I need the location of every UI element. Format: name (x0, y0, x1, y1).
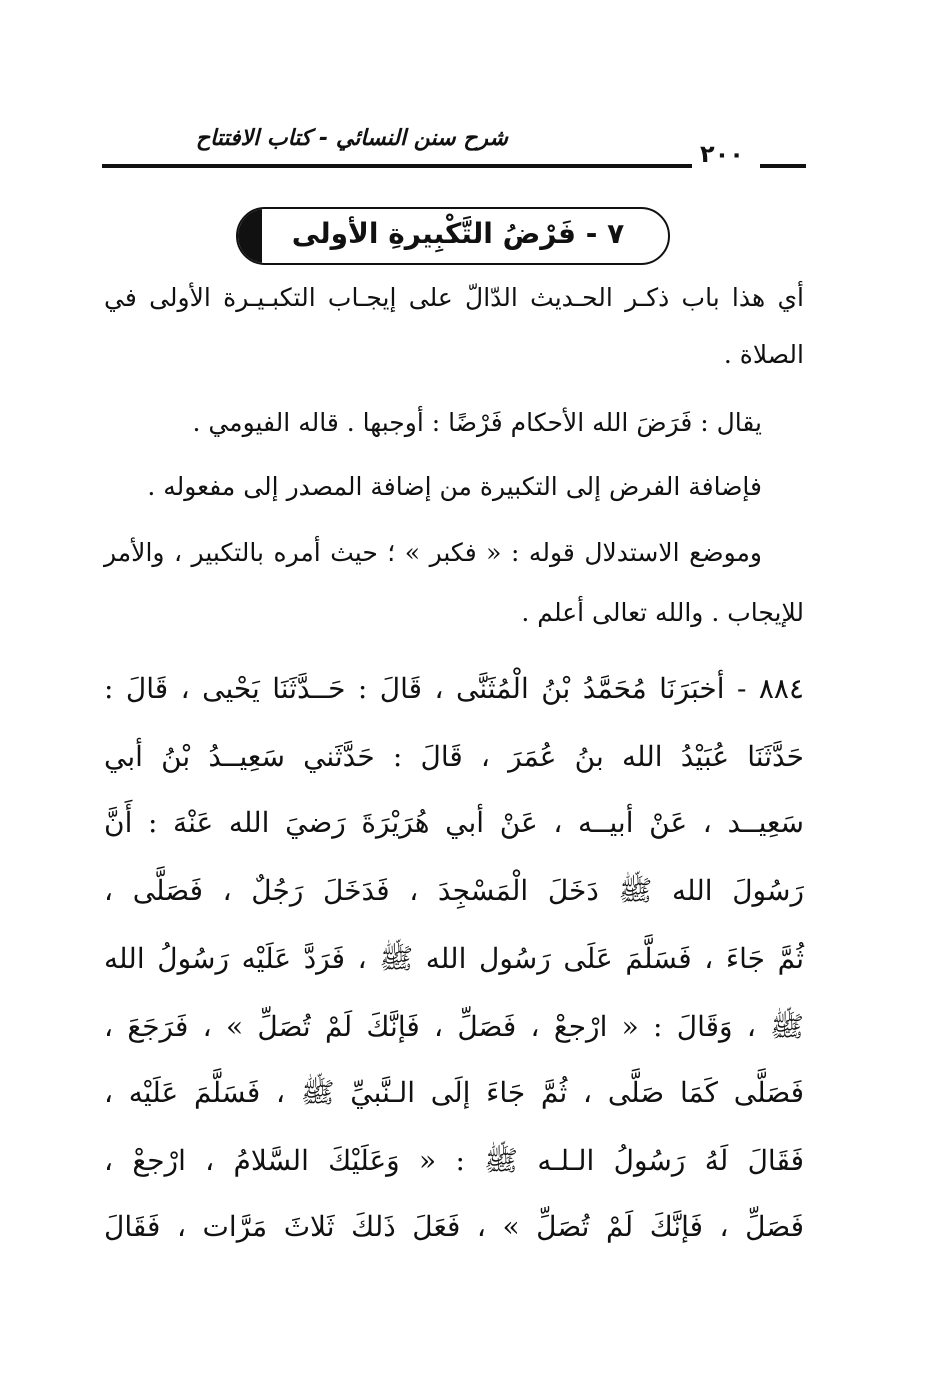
page-number: ٢٠٠ (700, 140, 744, 168)
commentary-line: أي هذا باب ذكـر الحـديث الدّالّ على إيجـاب التكبـيـرة الأولى في (104, 283, 804, 312)
hadith-line: فَصَلِّ ، فَإنَّكَ لَمْ تُصَلِّ » ، فَعَلَ ذَلكَ ثَلاثَ مَرَّات ، فَقَالَ (104, 1210, 804, 1243)
hadith-line: ﷺ ، وَقَالَ : « ارْجعْ ، فَصَلِّ ، فَإنَّكَ لَمْ تُصَلِّ » ، فَرَجَعَ ، (104, 1010, 804, 1043)
hadith-line: فَقَالَ لَهُ رَسُولُ الـلـه ﷺ : « وَعَلَيْكَ السَّلامُ ، ارْجعْ ، (104, 1144, 804, 1177)
commentary-line: فإضافة الفرض إلى التكبيرة من إضافة المصدر إلى مفعوله . (147, 472, 762, 501)
hadith-line: ٨٨٤ - أخبَرَنَا مُحَمَّدُ بْنُ الْمُثَنَّى ، قَالَ : حَــدَّثَنَا يَحْيى ، قَالَ : (104, 672, 804, 705)
hadith-line: رَسُولَ الله ﷺ دَخَلَ الْمَسْجِدَ ، فَدَخَلَ رَجُلٌ ، فَصَلَّى ، (104, 874, 804, 907)
chapter-box-ornament (238, 209, 262, 263)
chapter-title: ٧ - فَرْضُ التَّكْبِيرةِ الأولى (291, 217, 625, 250)
commentary-line: الصلاة . (723, 340, 804, 369)
running-header (100, 126, 808, 174)
commentary-line: يقال : فَرَضَ الله الأحكام فَرْضًا : أوجبها . قاله الفيومي . (192, 408, 762, 437)
header-rule-short (760, 164, 806, 168)
running-header-title: شرح سنن النسائي - كتاب الافتتاح (195, 126, 508, 151)
commentary-line: وموضع الاستدلال قوله : « فكبر » ؛ حيث أمره بالتكبير ، والأمر (104, 538, 762, 567)
chapter-title-box (236, 207, 670, 265)
hadith-line: حَدَّثَنَا عُبَيْدُ الله بنُ عُمَرَ ، قَالَ : حَدَّثَني سَعِيــدُ بْنُ أبي (104, 740, 804, 773)
hadith-line: ثُمَّ جَاءَ ، فَسَلَّمَ عَلَى رَسُول الله ﷺ ، فَرَدَّ عَلَيْه رَسُولُ الله (104, 942, 804, 975)
hadith-line: فَصَلَّى كَمَا صَلَّى ، ثُمَّ جَاءَ إلَى الـنَّبيِّ ﷺ ، فَسَلَّمَ عَلَيْه ، (104, 1076, 804, 1109)
hadith-line: سَعِيــد ، عَنْ أبيــه ، عَنْ أبي هُرَيْرَةَ رَضيَ الله عَنْهَ : أَنَّ (104, 806, 804, 839)
header-rule (102, 164, 692, 168)
commentary-line: للإيجاب . والله تعالى أعلم . (521, 598, 804, 627)
